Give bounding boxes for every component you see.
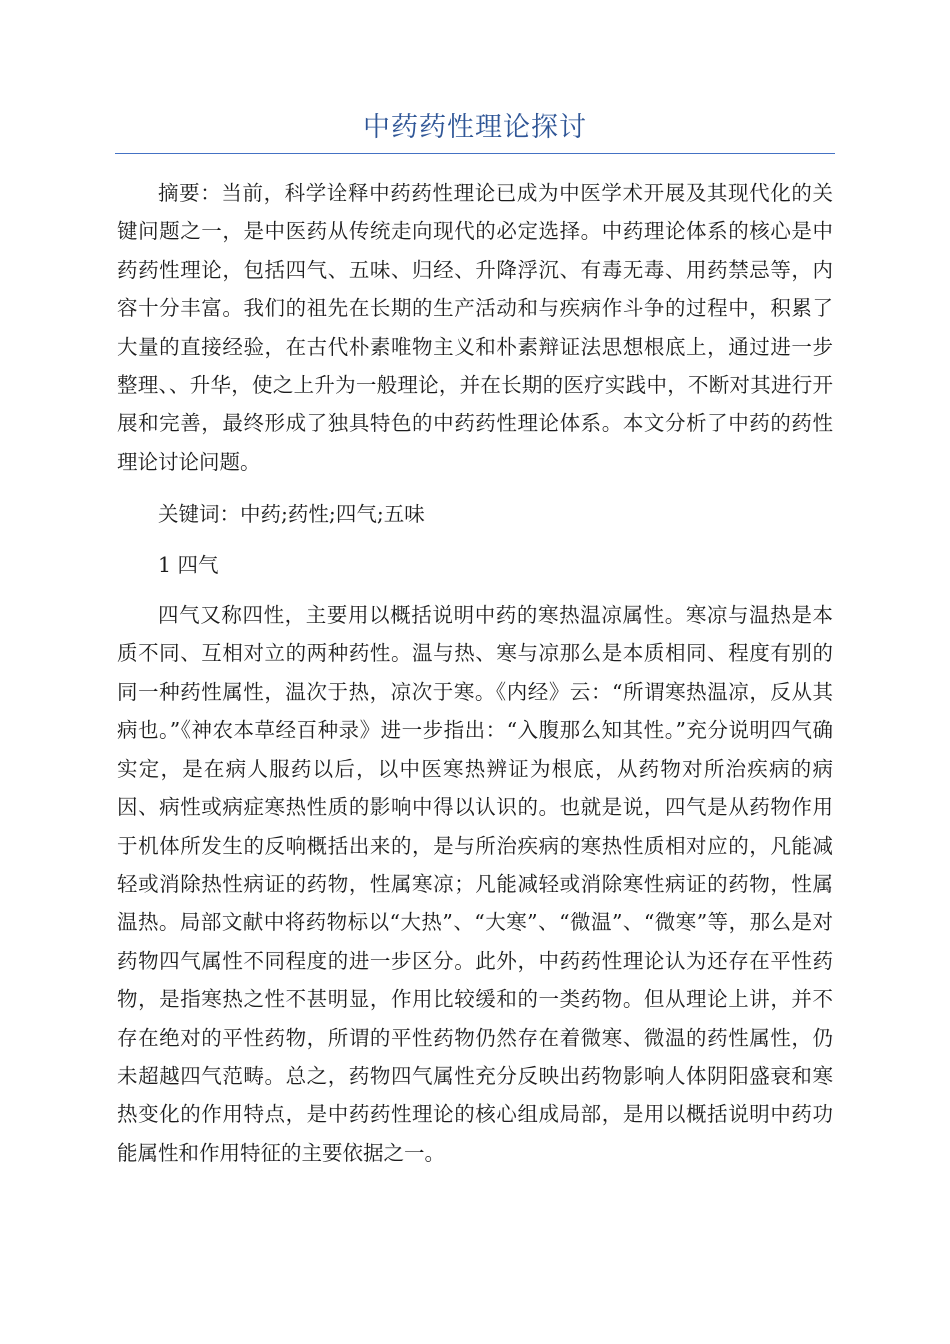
document-title: 中药药性理论探讨 [363,112,587,143]
title-underline [115,153,835,154]
section-body-paragraph: 四气又称四性，主要用以概括说明中药的寒热温凉属性。寒凉与温热是本质不同、互相对立的两种药性。温与热、寒与凉那么是本质相同、程度有别的同一种药性属性，温次于热，凉次于寒。《内经》云：“所谓寒热温凉，反从其病也。”《神农本草经百种录》进一步指出：“入腹那么知其性。”充分说明四气确实定，是在病人服药以后，以中医寒热辨证为根底，从药物对所治疾病的病因、病性或病症寒热性质的影响中得以认识的。也就是说，四气是从药物作用于机体所发生的反响概括出来的，是与所治疾病的寒热性质相对应的，凡能减轻或消除热性病证的药物，性属寒凉；凡能减轻或消除寒性病证的药物，性属温热。局部文献中将药物标以“大热”、“大寒”、“微温”、“微寒”等，那么是对药物四气属性不同程度的进一步区分。此外，中药药性理论认为还存在平性药物，是指寒热之性不甚明显，作用比较缓和的一类药物。但从理论上讲，并不存在绝对的平性药物，所谓的平性药物仍然存在着微寒、微温的药性属性，仍未超越四气范畴。总之，药物四气属性充分反映出药物影响人体阴阳盛衰和寒热变化的作用特点，是中药药性理论的核心组成局部，是用以概括说明中药功能属性和作用特征的主要依据之一。 [117,603,833,1165]
document-body [117,174,833,1181]
section-heading: 1 四气 [158,552,219,577]
abstract-paragraph: 摘要：当前，科学诠释中药药性理论已成为中医学术开展及其现代化的关键问题之一，是中医药从传统走向现代的必定选择。中药理论体系的核心是中药药性理论，包括四气、五味、归经、升降浮沉、有毒无毒、用药禁忌等，内容十分丰富。我们的祖先在长期的生产活动和与疾病作斗争的过程中，积累了大量的直接经验，在古代朴素唯物主义和朴素辩证法思想根底上，通过进一步整理、、升华，使之上升为一般理论，并在长期的医疗实践中，不断对其进行开展和完善，最终形成了独具特色的中药药性理论体系。本文分析了中药的药性理论讨论问题。 [117,181,833,474]
keywords-paragraph: 关键词：中药;药性;四气;五味 [158,502,425,527]
